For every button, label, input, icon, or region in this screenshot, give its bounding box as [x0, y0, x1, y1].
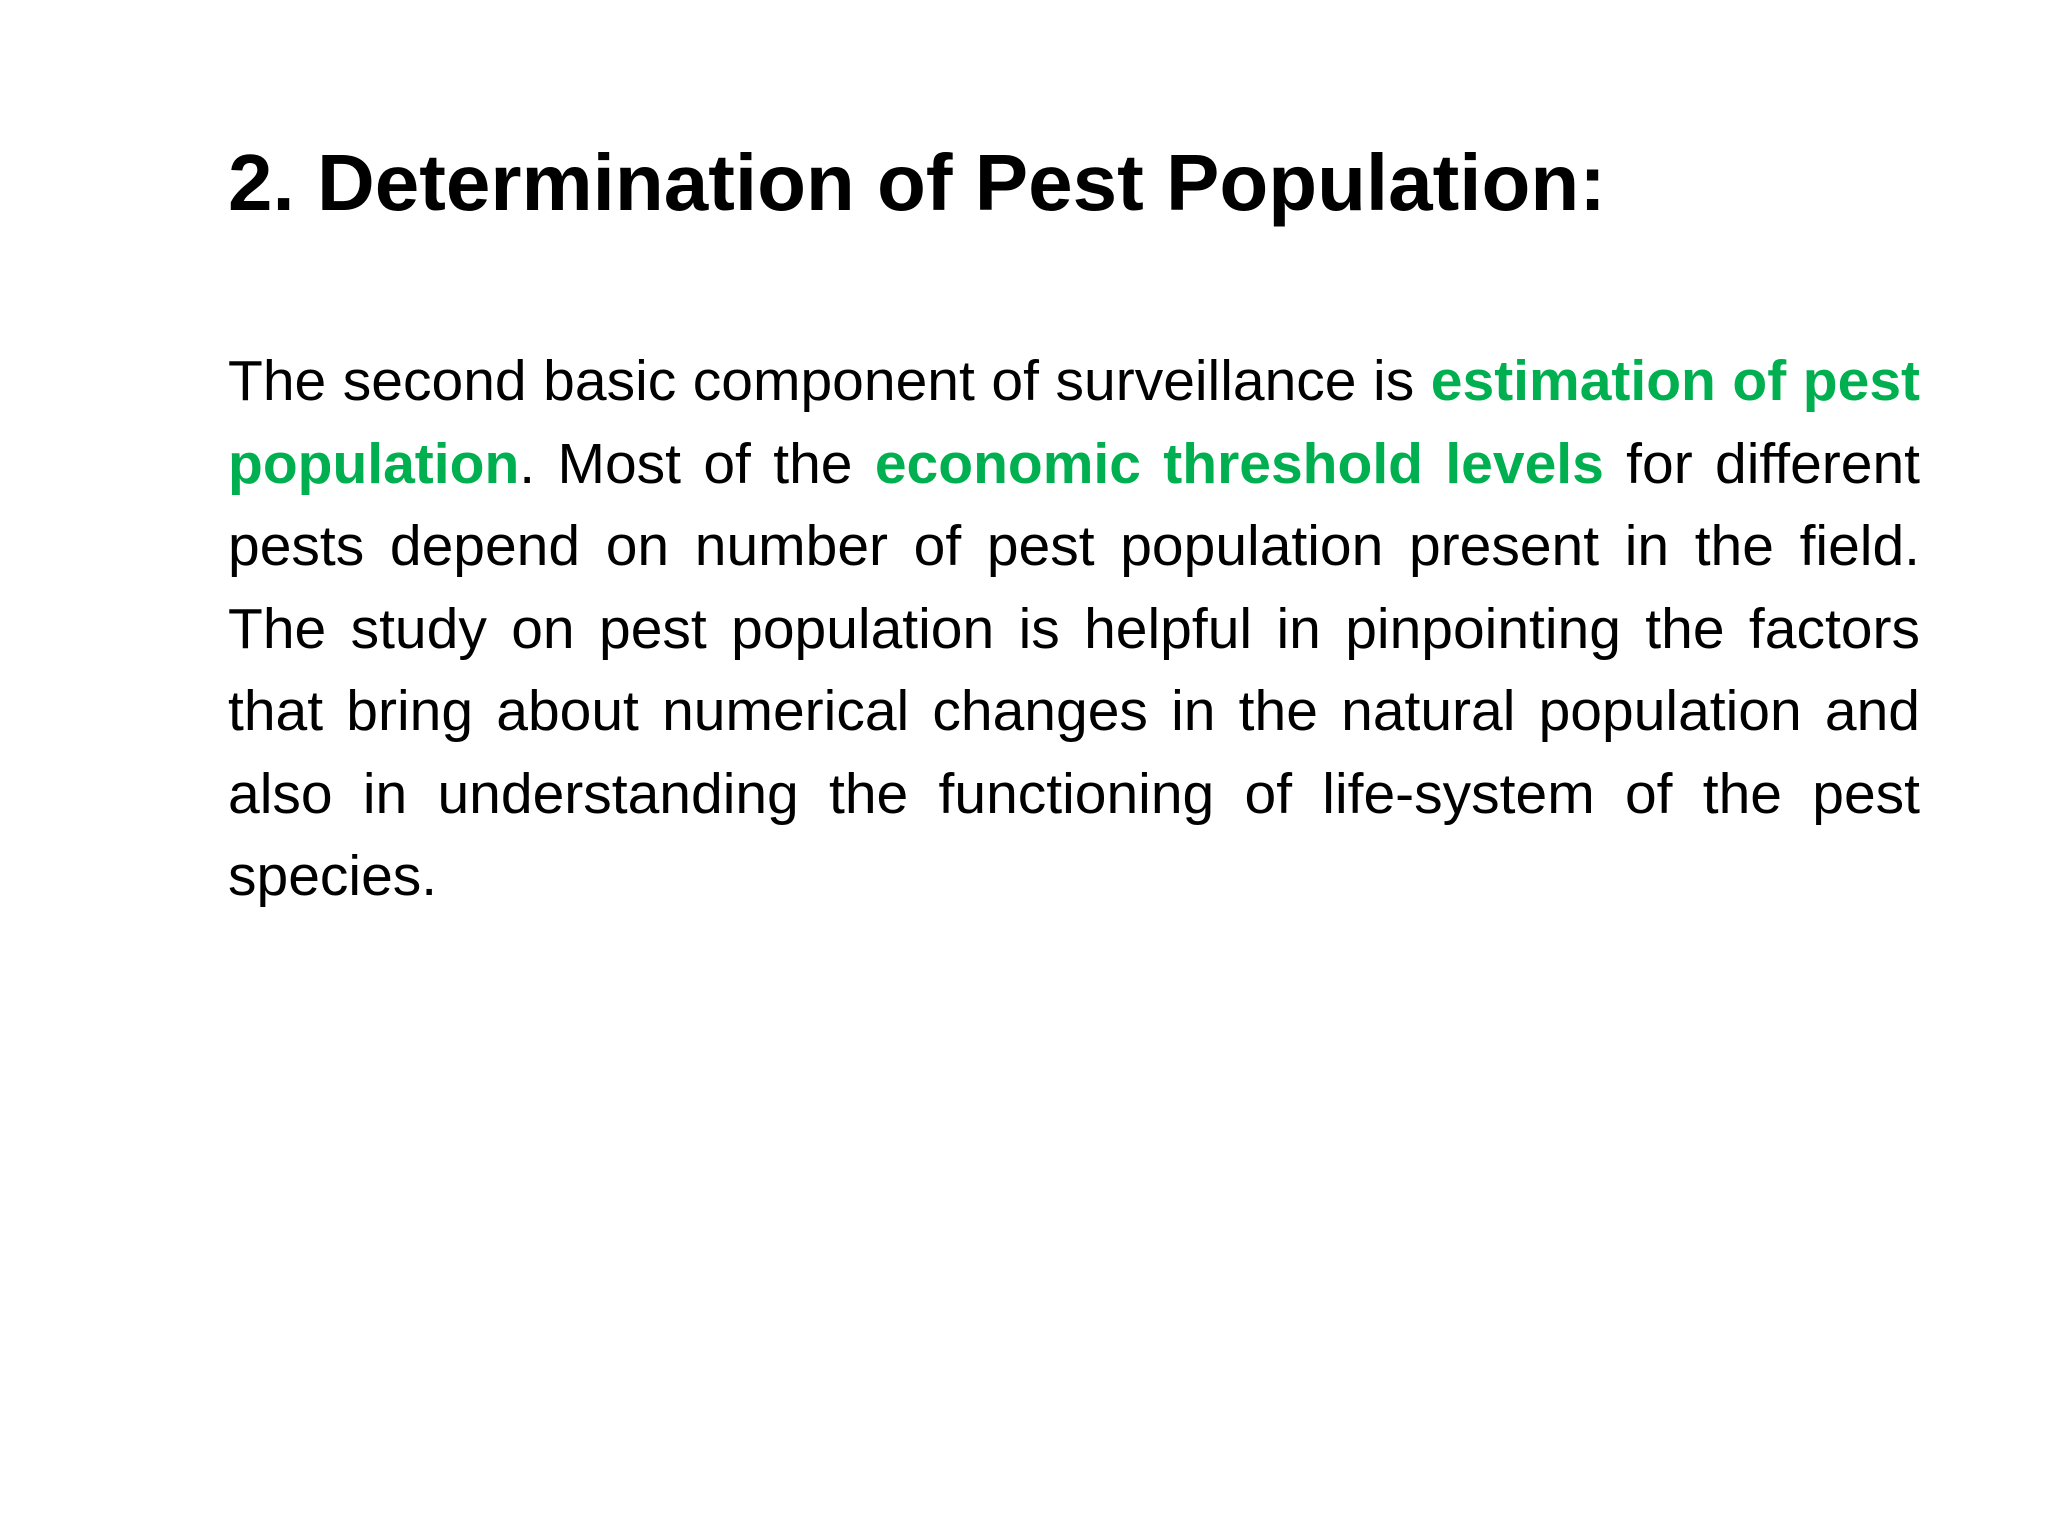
body-text-2: . Most of the [519, 431, 875, 496]
slide-title: 2. Determination of Pest Population: [228, 138, 1606, 227]
highlight-estimation-of-pest-population: estimation of pest population [228, 349, 1920, 496]
highlight-economic-threshold-levels: economic threshold levels [874, 431, 1604, 496]
body-text-3: for different pests depend on number of pest population present in the field. The study on pest population is helpful in pinpointing the factors that bring about numerical changes in the natural population and also in understanding the functioning of life-system of the pest species. [228, 431, 1920, 908]
slide-body-paragraph [228, 340, 1920, 918]
body-text-1: The second basic component of surveillance is [228, 349, 1431, 413]
